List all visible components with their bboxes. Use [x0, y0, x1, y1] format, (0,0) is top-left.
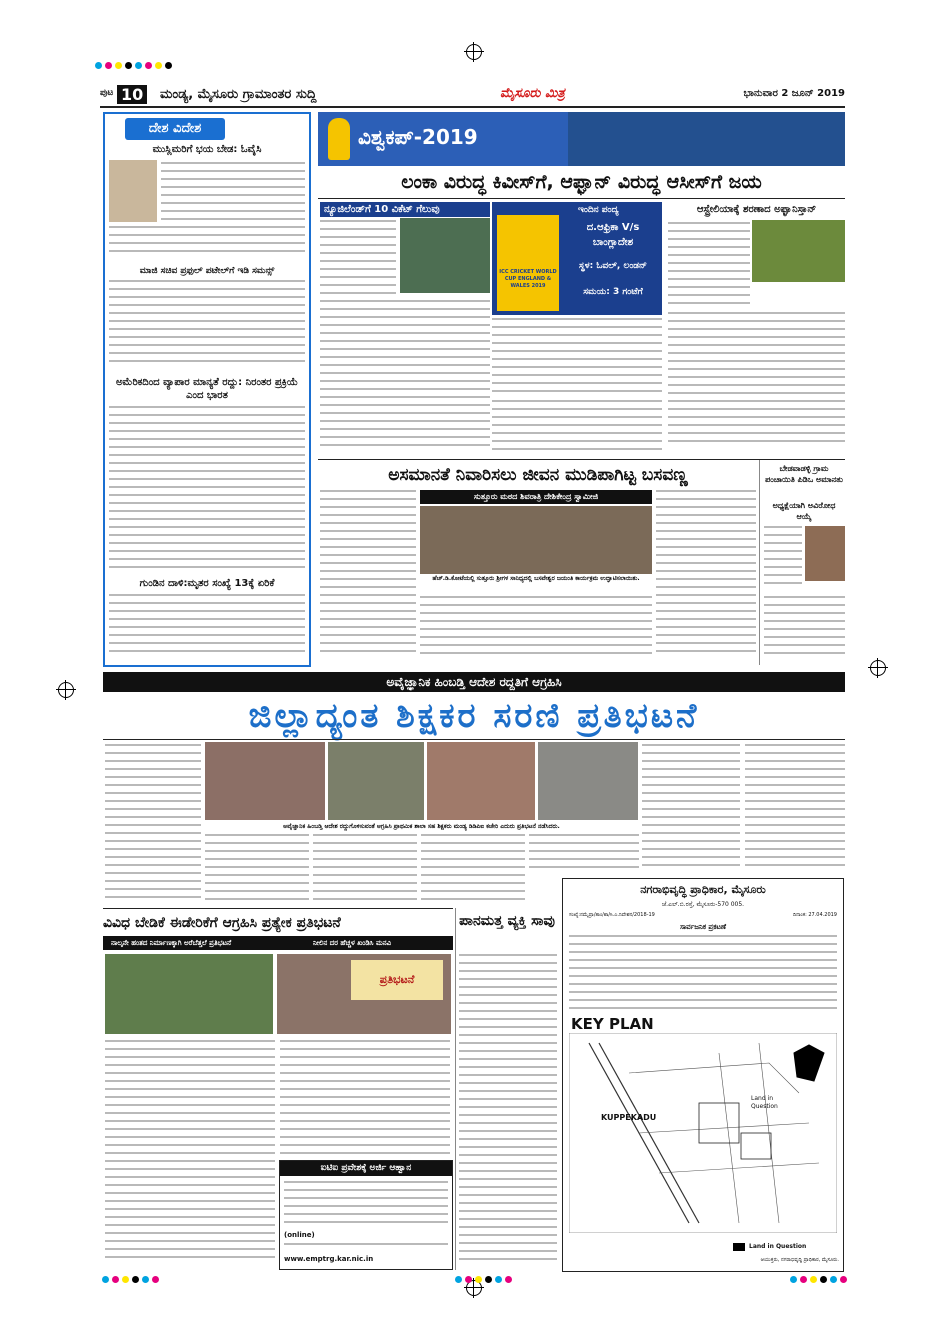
registration-mark-right — [870, 660, 886, 676]
side-story-head: ಬೇಡವಾಡಳ್ಳಿ ಗ್ರಾಮ ಪಂಚಾಯಿತಿ ಪಿಡಿಒ ಅಮಾನತು — [765, 464, 843, 484]
story4-head: ಗುಂಡಿನ ದಾಳಿ:ಮೃತರ ಸಂಖ್ಯೆ 13ಕ್ಕೆ ಏರಿಕೆ — [139, 578, 275, 589]
wc-left-body-b — [320, 300, 490, 455]
key-plan-map — [569, 1033, 837, 1233]
basavanna-top-rule — [318, 459, 845, 460]
page-label: ಪುಟ — [100, 88, 114, 98]
aussie-players-photo — [752, 220, 845, 282]
wc-right-body-a — [668, 222, 750, 312]
demands-sub2: ನೀಲಿನ ದರ ಹೆಚ್ಚಳ ಖಂಡಿಸಿ ಮನವಿ — [313, 939, 392, 947]
header-date: ಭಾನುವಾರ 2 ಜೂನ್ 2019 — [743, 88, 845, 99]
match-time: ಸಮಯ: 3 ಗಂಟೆಗೆ — [583, 287, 643, 297]
basavanna-caption: ಹೆಚ್.ಡಿ.ಕೋಟೆಯಲ್ಲಿ ಸುತ್ತೂರು ಶ್ರೀಗಳ ಸಾನಿಧ್ಯದಲ್ಲಿ ಬಸವೇಶ್ವರ ಜಯಂತಿ ಕಾರ್ಯಕ್ರಮ ಉದ್ಘಾಟಿಸಲಾಯಿತು. — [432, 575, 640, 582]
worldcup-sub-right: ಆಸ್ಟ್ರೇಲಿಯಾಕ್ಕೆ ಶರಣಾದ ಅಫ್ಘಾನಿಸ್ತಾನ್ — [696, 204, 817, 215]
worldcup-main-head: ಲಂಕಾ ವಿರುದ್ಧ ಕಿವೀಸ್‌ಗೆ, ಆಫ್ಘಾನ್ ವಿರುದ್ಧ ಆಸೀಸ್‌ಗೆ ಜಯ — [401, 171, 762, 193]
side-story-name: ಅಧ್ಯಕ್ಷೆಯಾಗಿ ಅವಿರೋಧ ಆಯ್ಕೆ — [772, 501, 836, 521]
accident-body — [459, 954, 557, 1266]
protest-photo-2 — [328, 742, 424, 820]
demands-photo-1 — [105, 954, 273, 1034]
apply-head: ಐಟಿಐ ಪ್ರವೇಶಕ್ಕೆ ಅರ್ಜಿ ಆಹ್ವಾನ — [280, 1161, 452, 1176]
basavanna-body-right — [656, 490, 756, 662]
wc-mid-body-2 — [492, 400, 662, 456]
worldcup-banner-title: ವಿಶ್ವಕಪ್-2019 — [358, 125, 478, 149]
protest-body-col1 — [105, 744, 201, 904]
apply-body-2 — [284, 1243, 448, 1253]
todays-match-label: ಇಂದಿನ ಪಂದ್ಯ — [578, 205, 619, 215]
story1-body — [161, 162, 305, 262]
protest-body-col2 — [205, 834, 309, 906]
wc-logo-text: ICC CRICKET WORLD CUP ENGLAND & WALES 2019 — [499, 269, 557, 289]
color-dots-bottom-right — [790, 1276, 847, 1283]
protest-caption: ಅವೈಜ್ಞಾನಿಕ ಹಿಂಬಡ್ತಿ ಆದೇಶ ರದ್ದುಗೊಳಿಸುವಂತೆ ಆಗ್ರಹಿಸಿ ಪ್ರಾಥಮಿಕ ಶಾಲಾ ಸಹ ಶಿಕ್ಷಕರು ಮಂಡ್ಯ ಡಿಡಿಪಿಐ ಕಚೇರಿ ಎದುರು ಪ್ರತಿಭಟನೆ ನಡೆಸಿದರು. — [283, 823, 560, 830]
ad-legend-box — [733, 1243, 745, 1251]
match-venue: ಸ್ಥಳ: ಓವಲ್, ಲಂಡನ್ — [579, 261, 647, 271]
demands-sub-bar — [103, 936, 453, 950]
apply-body — [284, 1181, 448, 1229]
demands-body-col1 — [105, 1040, 275, 1265]
ad-place: KUPPEKADU — [601, 1113, 657, 1122]
header-rule — [100, 106, 845, 108]
wc-logo — [497, 215, 559, 311]
protest-body-col5 — [529, 834, 639, 874]
worldcup-rule — [318, 198, 845, 199]
ad-legend: Land in Question — [749, 1243, 807, 1250]
protest-body-col6 — [642, 744, 740, 874]
apply-online: (online) — [284, 1231, 315, 1239]
side-story-body-b — [764, 596, 845, 662]
desha-videsha-banner-text: ದೇಶ ವಿದೇಶ — [148, 121, 202, 136]
todays-match-box — [492, 202, 662, 315]
basavanna-body-left — [320, 490, 416, 660]
section-title: ಮಂಡ್ಯ, ಮೈಸೂರು ಗ್ರಾಮಾಂತರ ಸುದ್ದಿ — [160, 87, 317, 102]
protest-photo-1 — [205, 742, 325, 820]
color-dots-bottom-left — [102, 1276, 159, 1283]
protest-band — [103, 672, 845, 692]
demands-body-col2 — [280, 1040, 450, 1160]
demands-head: ವಿವಿಧ ಬೇಡಿಕೆ ಈಡೇರಿಕೆಗೆ ಆಗ್ರಹಿಸಿ ಪ್ರತ್ಯೇಕ ಪ್ರತಿಭಟನೆ — [103, 915, 341, 931]
registration-mark-left — [58, 682, 74, 698]
story2-head: ಮಾಜಿ ಸಚಿವ ಪ್ರಫುಲ್ ಪಟೇಲ್‌ಗೆ ಇಡಿ ಸಮನ್ಸ್ — [139, 266, 275, 276]
wc-mid-body — [492, 318, 662, 398]
story3-body — [109, 406, 305, 576]
story1-head: ಮುಸ್ಲಿಮರಿಗೆ ಭಯ ಬೇಡ: ಓವೈಸಿ — [152, 144, 262, 155]
demands-banner — [351, 960, 443, 1000]
ad-address: ಜೆ.ಎಲ್.ಬಿ.ರಸ್ತೆ, ಮೈಸೂರು-570 005. — [661, 901, 745, 908]
apply-box — [279, 1160, 453, 1270]
ad-land-label: Land in Question — [751, 1095, 778, 1110]
paper-name: ಮೈಸೂರು ಮಿತ್ರ — [500, 86, 565, 101]
worldcup-banner — [318, 112, 845, 166]
side-story-rule — [759, 460, 760, 665]
basavanna-event-photo — [420, 506, 652, 574]
kiwi-batsmen-photo — [400, 218, 490, 293]
match-teams: ದ.ಆಫ್ರಿಕಾ V/s ಬಾಂಗ್ಲಾದೇಶ — [586, 222, 640, 248]
ad-key-plan: KEY PLAN — [571, 1015, 654, 1033]
trophy-icon — [328, 118, 350, 160]
color-dots-bottom-mid — [455, 1276, 512, 1283]
desha-videsha-banner — [125, 118, 225, 140]
basavanna-tag: ಸುತ್ತೂರು ಮಠದ ಶಿವರಾತ್ರಿ ದೇಶಿಕೇಂದ್ರ ಸ್ವಾಮೀಜಿ — [420, 490, 652, 504]
worldcup-sub-left: ನ್ಯೂಜಿಲೆಂಡ್‌ಗೆ 10 ವಿಕೆಟ್ ಗೆಲುವು — [320, 202, 490, 217]
ad-ref-date: ದಿನಾಂಕ: 27.04.2019 — [792, 912, 837, 918]
story2-body — [109, 280, 305, 372]
side-story-body-a — [764, 526, 802, 594]
ad-org: ನಗರಾಭಿವೃದ್ಧಿ ಪ್ರಾಧಿಕಾರ, ಮೈಸೂರು — [640, 883, 766, 896]
protest-photo-4 — [538, 742, 638, 820]
desha-videsha-column — [103, 112, 311, 667]
registration-mark-top — [466, 44, 482, 60]
basavanna-body-mid — [420, 596, 652, 662]
elected-woman-photo — [805, 526, 845, 581]
story1-body-2 — [109, 226, 161, 262]
demands-photo-2 — [277, 954, 451, 1034]
owaisi-photo — [109, 160, 157, 222]
ad-sign: ಆಯುಕ್ತರು, ನಗರಾಭಿವೃದ್ಧಿ ಪ್ರಾಧಿಕಾರ, ಮೈಸೂರು. — [760, 1257, 839, 1263]
protest-band-text: ಅವೈಜ್ಞಾನಿಕ ಹಿಂಬಡ್ತಿ ಆದೇಶ ರದ್ದತಿಗೆ ಆಗ್ರಹಿಸಿ — [386, 675, 562, 689]
demands-banner-text: ಪ್ರತಿಭಟನೆ — [379, 973, 415, 986]
demands-top-rule — [103, 908, 453, 909]
color-dots-top — [95, 62, 172, 69]
page-number: 10 — [117, 85, 147, 104]
page-header — [100, 85, 845, 105]
ad-notice-body — [569, 935, 837, 1013]
protest-head: ಜಿಲ್ಲಾದ್ಯಂತ ಶಿಕ್ಷಕರ ಸರಣಿ ಪ್ರತಿಭಟನೆ — [248, 696, 700, 736]
players-photo — [568, 112, 845, 166]
wc-left-body-a — [320, 220, 396, 300]
story4-body — [109, 594, 305, 662]
wc-right-body-b — [668, 312, 845, 456]
protest-photo-3 — [427, 742, 535, 820]
protest-rule — [103, 739, 845, 740]
ad-ref: ಸಂಖ್ಯೆ:ನಮೈಪ್ರಾ/ತಾಂ/ಶಾ/ಸಿ.ಎ.ನಿವೇಶನ/2018-19 — [569, 912, 655, 918]
accident-rule — [455, 908, 456, 1270]
basavanna-head: ಅಸಮಾನತೆ ನಿವಾರಿಸಲು ಜೀವನ ಮುಡಿಪಾಗಿಟ್ಟ ಬಸವಣ್ಣ — [388, 465, 688, 485]
protest-body-col7 — [745, 744, 845, 874]
protest-body-col3 — [313, 834, 417, 906]
protest-body-col4 — [421, 834, 525, 906]
muda-ad — [562, 878, 844, 1272]
story3-head: ಅಮೆರಿಕದಿಂದ ವ್ಯಾಪಾರ ಮಾನ್ಯತೆ ರದ್ದು: ನಿರಂತರ ಪ್ರಕ್ರಿಯೆ ಎಂದ ಭಾರತ — [115, 377, 299, 401]
accident-head: ಪಾನಮತ್ತ ವ್ಯಕ್ತಿ ಸಾವು — [459, 913, 555, 929]
ad-notice-title: ಸಾರ್ವಜನಿಕ ಪ್ರಕಟಣೆ — [679, 923, 727, 931]
apply-website: www.emptrg.kar.nic.in — [284, 1255, 374, 1263]
demands-sub1: ನಾಲ್ಕನೇ ಹಂತದ ನಿರ್ಮಾಣಕ್ಕಾಗಿ ಅರೆಬೆತ್ತಲೆ ಪ್ರತಿಭಟನೆ — [111, 939, 232, 947]
